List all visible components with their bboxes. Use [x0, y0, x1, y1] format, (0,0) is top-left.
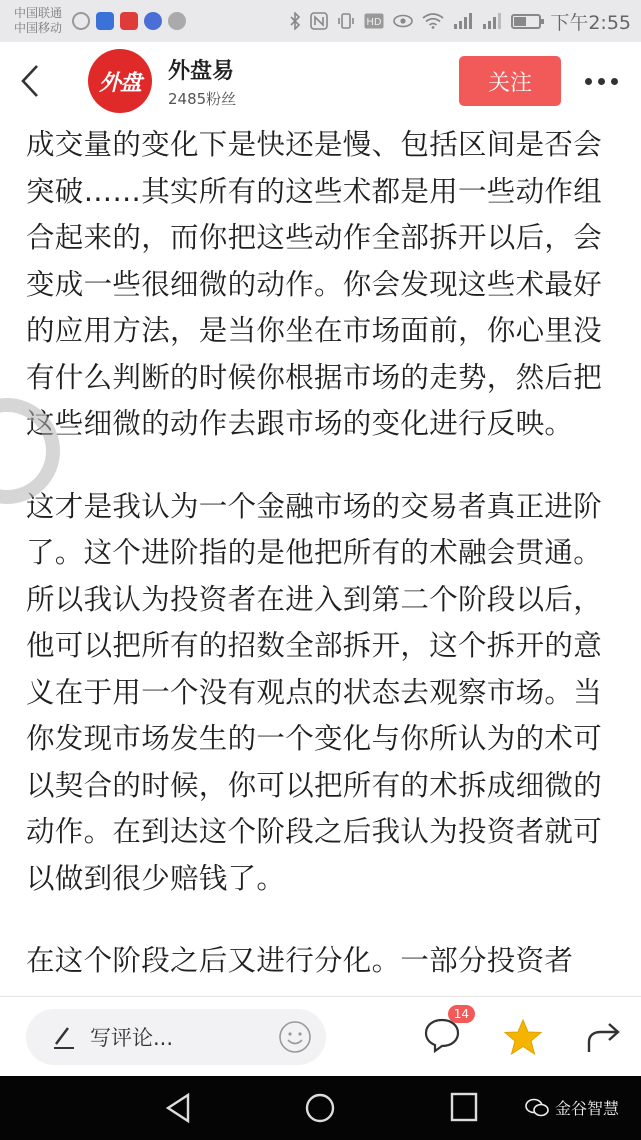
carrier-2: 中国移动: [14, 21, 63, 35]
follower-count: 2485粉丝: [168, 89, 237, 108]
share-icon[interactable]: [585, 1020, 623, 1054]
article-body[interactable]: [0, 120, 641, 996]
article-paragraph: 这才是我认为一个金融市场的交易者真正进阶了。这个进阶指的是他把所有的术融会贯通。所以我认为投资者在进入到第二个阶段以后，他可以把所有的招数全部拆开，这个拆开的意义在于用一个没有观点的状态去观察市场。当你发现市场发生的一个变化与你所认为的术可以契合的时候，你可以把所有的术拆成细微的动作。在到达这个阶段之后我认为投资者就可以做到很少赔钱了。: [26, 489, 603, 895]
comments-button[interactable]: [423, 1006, 469, 1057]
signal-icon-1: [453, 13, 473, 29]
more-dot-icon: [585, 78, 592, 85]
back-button[interactable]: [0, 42, 60, 120]
account-info[interactable]: [168, 54, 236, 109]
article-paragraph: 在这个阶段之后又进行分化。一部分投资者: [26, 944, 574, 977]
wechat-icon: [525, 1098, 549, 1118]
signal-icon-2: [482, 13, 502, 29]
comment-count-badge: 14: [448, 1005, 475, 1023]
system-navigation-bar: [0, 1076, 641, 1140]
notification-icons: [72, 12, 186, 30]
word-app-icon: [96, 12, 114, 30]
comment-placeholder: 写评论...: [90, 1025, 174, 1050]
battery-icon: [511, 14, 541, 29]
star-favorite-icon[interactable]: [503, 1018, 543, 1056]
nfc-icon: [310, 12, 328, 30]
baidu-icon: [144, 12, 162, 30]
status-bar: [0, 0, 641, 42]
vibrate-icon: [337, 12, 355, 30]
account-logo[interactable]: 外盘: [88, 49, 152, 113]
app-badge-icon: [168, 12, 186, 30]
account-name[interactable]: 外盘易: [168, 58, 235, 84]
pen-icon: [52, 1024, 76, 1050]
system-icons: [289, 8, 631, 35]
back-arrow-icon: [20, 64, 40, 98]
more-menu-button[interactable]: [561, 42, 641, 120]
svg-text:HD: HD: [366, 17, 382, 28]
clock: 下午2:55: [550, 11, 631, 34]
news-app-icon: [120, 12, 138, 30]
nav-home-icon[interactable]: [304, 1092, 336, 1124]
article-paragraph: 成交量的变化下是快还是慢、包括区间是否会突破……其实所有的这些术都是用一些动作组合起来的，而你把这些动作全部拆开以后，会变成一些很细微的动作。你会发现这些术最好的应用方法，是当你坐在市场面前，你心里没有什么判断的时候你根据市场的走势，然后把这些细微的动作去跟市场的变化进行反映。: [26, 128, 603, 440]
emoji-icon[interactable]: [278, 1020, 312, 1054]
nav-back-icon[interactable]: [164, 1092, 192, 1124]
nav-recents-icon[interactable]: [450, 1092, 478, 1122]
article-header: [0, 42, 641, 120]
action-icons: [423, 1006, 623, 1057]
follow-button[interactable]: 关注: [459, 56, 561, 106]
more-dot-icon: [611, 78, 618, 85]
carrier-info: [14, 6, 62, 36]
comment-input[interactable]: [26, 1009, 326, 1065]
carrier-1: 中国联通: [14, 6, 63, 20]
message-icon: [72, 12, 90, 30]
bottom-action-bar: [0, 996, 641, 1076]
hd-icon: [364, 13, 384, 29]
bluetooth-icon: [289, 12, 301, 30]
more-dot-icon: [598, 78, 605, 85]
watermark-text: 金谷智慧: [554, 1099, 619, 1118]
eye-icon: [393, 14, 413, 28]
watermark: [525, 1096, 619, 1119]
wifi-icon: [422, 13, 444, 29]
